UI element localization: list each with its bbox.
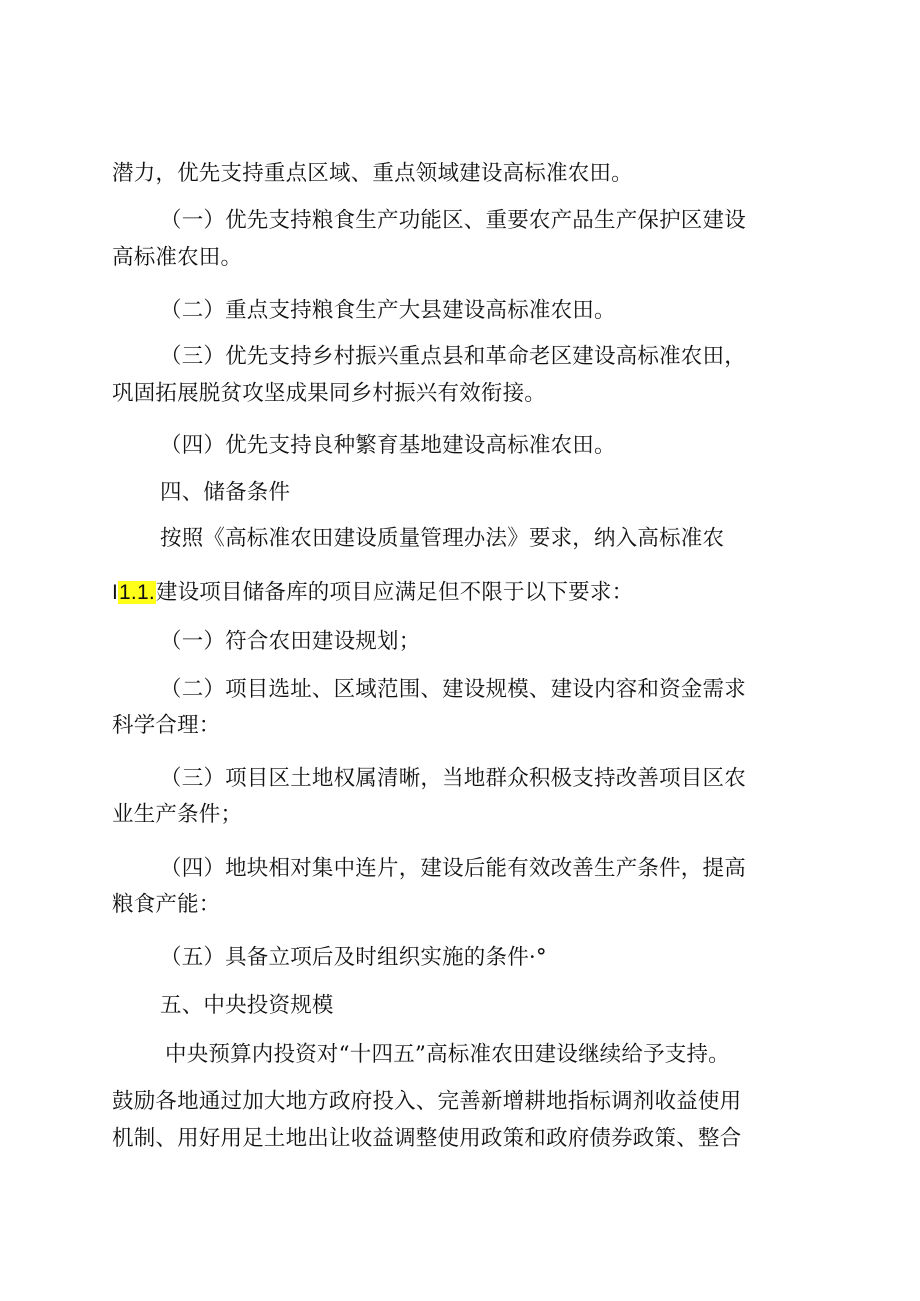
- text-line: （五）具备立项后及时组织实施的条件·°: [160, 945, 547, 970]
- text-line: 鼓励各地通过加大地方政府投入、完善新增耕地指标调剂收益使用: [112, 1089, 742, 1114]
- text-line: （四）优先支持良种繁育基地建设高标准农田。: [160, 433, 616, 458]
- text-line: 粮食产能：: [112, 892, 221, 917]
- text-line: （一）优先支持粮食生产功能区、重要农产品生产保护区建设: [160, 208, 746, 233]
- section-heading: 四、储备条件: [160, 480, 291, 505]
- text-line: [112, 578, 633, 608]
- text-line: （一）符合农田建设规划；: [160, 629, 421, 654]
- line-text: 建设项目储备库的项目应满足但不限于以下要求：: [155, 580, 634, 605]
- highlighted-marker: 1.1.: [119, 581, 155, 604]
- text-line: 科学合理：: [112, 713, 221, 738]
- text-line: 业生产条件；: [112, 802, 243, 827]
- text-line: 巩固拓展脱贫攻坚成果同乡村振兴有效衔接。: [112, 381, 547, 406]
- text-line: 高标准农田。: [112, 245, 243, 270]
- text-line: 潜力，优先支持重点区域、重点领域建设高标准农田。: [112, 161, 633, 186]
- section-heading: 五、中央投资规模: [160, 993, 334, 1018]
- text-line: 按照《高标准农田建设质量管理办法》要求，纳入高标准农: [160, 526, 725, 551]
- text-line: （二）项目选址、区域范围、建设规模、建设内容和资金需求: [160, 677, 746, 702]
- text-line: （三）项目区土地权属清晰，当地群众积极支持改善项目区农: [160, 766, 746, 791]
- line-prefix: I: [112, 581, 119, 604]
- text-line: 中央预算内投资对“十四五”高标准农田建设继续给予支持。: [165, 1042, 730, 1067]
- text-line: （二）重点支持粮食生产大县建设高标准农田。: [160, 298, 616, 323]
- text-line: 机制、用好用足土地出让收益调整使用政策和政府债券政策、整合: [112, 1126, 742, 1151]
- text-line: （四）地块相对集中连片，建设后能有效改善生产条件，提高: [160, 856, 746, 881]
- text-line: （三）优先支持乡村振兴重点县和革命老区建设高标准农田，: [160, 344, 746, 369]
